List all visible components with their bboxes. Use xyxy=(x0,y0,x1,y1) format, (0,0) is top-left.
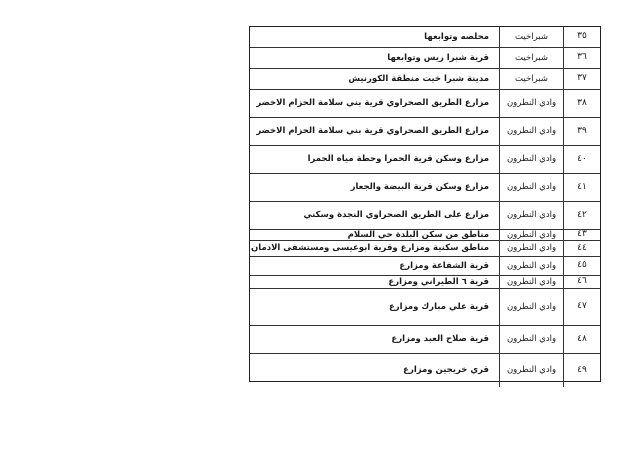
row-number: ٣٨ xyxy=(563,90,600,117)
row-area: مزارع الطريق الصحراوي قرية بني سلامة الحزام الاخضر xyxy=(256,98,489,109)
row-number: ٤٣ xyxy=(563,230,600,240)
row-number: ٣٦ xyxy=(563,48,600,68)
row-number: ٣٩ xyxy=(563,118,600,145)
table-row xyxy=(250,230,600,241)
table-row xyxy=(250,241,600,257)
table-row xyxy=(250,257,600,276)
table-row xyxy=(250,289,600,326)
row-area: مزارع على الطريق الصحراوي النجدة وسكني xyxy=(303,210,489,221)
row-area: قرية علي مبارك ومزارع xyxy=(388,301,489,312)
row-area: مدينة شبرا خيت منطقة الكورنيش xyxy=(348,73,489,84)
row-number: ٣٧ xyxy=(563,69,600,89)
row-number: ٤٤ xyxy=(563,241,600,256)
row-region: وادي النطرون xyxy=(499,174,563,201)
row-region: وادي النطرون xyxy=(499,257,563,275)
table-row xyxy=(250,90,600,118)
row-area: قرية الشفاعة ومزارع xyxy=(399,260,489,271)
row-number: ٤٠ xyxy=(563,146,600,173)
row-number: ٤٨ xyxy=(563,326,600,353)
row-area: قرية ٦ الطيراني ومزارع xyxy=(388,276,489,287)
table-row xyxy=(250,27,600,48)
row-area: مزارع وسكن قرية البيضة والجعار xyxy=(350,182,489,193)
row-number: ٤٧ xyxy=(563,289,600,325)
table-row xyxy=(250,202,600,230)
row-region: وادي النطرون xyxy=(499,118,563,145)
table-row xyxy=(250,146,600,174)
row-region: وادي النطرون xyxy=(499,276,563,288)
row-region: وادي النطرون xyxy=(499,202,563,229)
table-row xyxy=(250,69,600,90)
locations-table xyxy=(249,26,601,382)
table-row xyxy=(250,174,600,202)
row-area: قرية صلاح العبد ومزارع xyxy=(391,334,489,345)
row-number: ٤٥ xyxy=(563,257,600,275)
row-region: شبراخيت xyxy=(499,27,563,47)
table-row xyxy=(250,276,600,289)
row-number: ٤١ xyxy=(563,174,600,201)
table-row xyxy=(250,354,600,387)
table-row xyxy=(250,118,600,146)
row-region: وادي النطرون xyxy=(499,289,563,325)
row-area: مزارع الطريق الصحراوي قرية بني سلامة الحزام الاخضر xyxy=(256,126,489,137)
row-area: مزارع وسكن قرية الحمرا وحطة مياه الحمرا xyxy=(307,154,489,165)
row-region: وادي النطرون xyxy=(499,241,563,256)
row-area: قرية شبرا ريس وتوابعها xyxy=(387,52,489,63)
row-number: ٤٢ xyxy=(563,202,600,229)
row-area: محلصه وتوابعها xyxy=(424,31,489,42)
row-area: مناطق من سكن البلدة حي السلام xyxy=(347,230,489,240)
row-number: ٣٥ xyxy=(563,27,600,47)
row-region: شبراخيت xyxy=(499,48,563,68)
row-region: وادي النطرون xyxy=(499,326,563,353)
row-region: وادي النطرون xyxy=(499,230,563,240)
row-region: شبراخيت xyxy=(499,69,563,89)
table-row xyxy=(250,326,600,354)
table-row xyxy=(250,48,600,69)
row-area: مناطق سكنية ومزارع وقرية ابوعيسى ومستشفى الادمان xyxy=(251,243,489,254)
row-number: ٤٦ xyxy=(563,276,600,288)
row-area: قري خريجين ومزارع xyxy=(403,365,489,376)
row-region: وادي النطرون xyxy=(499,146,563,173)
row-number: ٤٩ xyxy=(563,354,600,387)
row-region: وادي النطرون xyxy=(499,354,563,387)
row-region: وادي النطرون xyxy=(499,90,563,117)
